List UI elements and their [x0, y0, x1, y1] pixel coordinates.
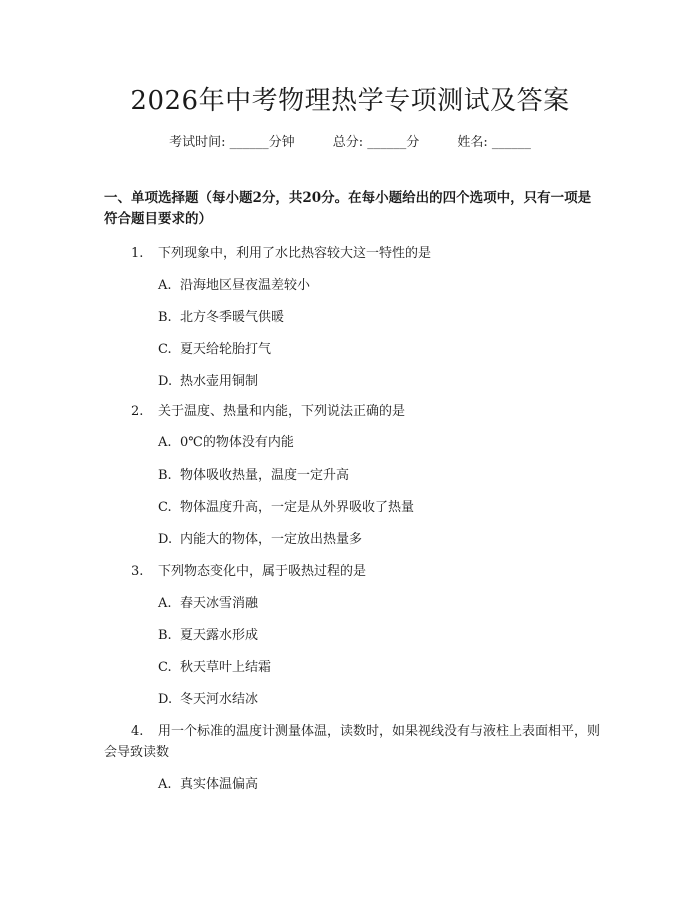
question-text: 下列现象中，利用了水比热容较大这一特性的是 [158, 246, 432, 261]
question-text: 用一个标准的温度计测量体温，读数时，如果视线没有与液柱上表面相平，则会导致读数 [104, 724, 601, 760]
question-3 [104, 561, 604, 582]
option-text: 内能大的物体，一定放出热量多 [180, 532, 363, 547]
option-text: 真实体温偏高 [180, 777, 259, 792]
option-letter: D. [158, 692, 173, 707]
option-3d [158, 689, 258, 710]
option-letter: C. [158, 660, 172, 675]
option-3a [158, 593, 258, 614]
question-number: 4. [131, 724, 144, 739]
option-1b [158, 307, 284, 328]
option-2a [158, 432, 294, 453]
option-3b [158, 625, 258, 646]
option-text: 夏天给轮胎打气 [180, 342, 272, 357]
option-letter: C. [158, 500, 172, 515]
option-1a [158, 275, 310, 296]
option-letter: A. [158, 596, 172, 611]
option-2c [158, 497, 414, 518]
option-1c [158, 339, 271, 360]
question-number: 1. [131, 246, 144, 261]
option-text: 北方冬季暖气供暖 [180, 310, 285, 325]
option-text: 沿海地区昼夜温差较小 [180, 278, 311, 293]
option-text: 物体温度升高，一定是从外界吸收了热量 [180, 500, 415, 515]
option-letter: B. [158, 628, 172, 643]
option-letter: A. [158, 278, 172, 293]
option-4a [158, 774, 258, 795]
option-text: 0℃的物体没有内能 [180, 435, 294, 450]
option-2d [158, 529, 362, 550]
option-text: 冬天河水结冰 [180, 692, 259, 707]
question-2 [104, 401, 604, 422]
exam-time: 考试时间: ______分钟 [169, 135, 295, 150]
student-name: 姓名: ______ [457, 135, 531, 150]
question-number: 3. [131, 564, 144, 579]
option-letter: C. [158, 342, 172, 357]
question-text: 关于温度、热量和内能，下列说法正确的是 [158, 404, 406, 419]
exam-meta [0, 131, 700, 150]
option-letter: A. [158, 435, 172, 450]
question-text: 下列物态变化中，属于吸热过程的是 [158, 564, 367, 579]
option-text: 春天冰雪消融 [180, 596, 259, 611]
option-letter: A. [158, 777, 172, 792]
section-heading: 一、单项选择题（每小题2分，共20分。在每小题给出的四个选项中，只有一项是符合题目要求的） [104, 190, 592, 227]
option-letter: D. [158, 532, 173, 547]
option-text: 夏天露水形成 [180, 628, 259, 643]
option-3c [158, 657, 271, 678]
page-title: 2026年中考物理热学专项测试及答案 [130, 86, 570, 116]
option-text: 热水壶用铜制 [180, 374, 259, 389]
option-text: 物体吸收热量，温度一定升高 [180, 468, 350, 483]
question-4 [104, 721, 602, 763]
option-text: 秋天草叶上结霜 [180, 660, 272, 675]
question-number: 2. [131, 404, 144, 419]
option-letter: B. [158, 310, 172, 325]
option-letter: D. [158, 374, 173, 389]
total-score: 总分: ______分 [332, 135, 420, 150]
option-1d [158, 371, 258, 392]
option-2b [158, 465, 349, 486]
option-letter: B. [158, 468, 172, 483]
question-1 [104, 243, 604, 264]
